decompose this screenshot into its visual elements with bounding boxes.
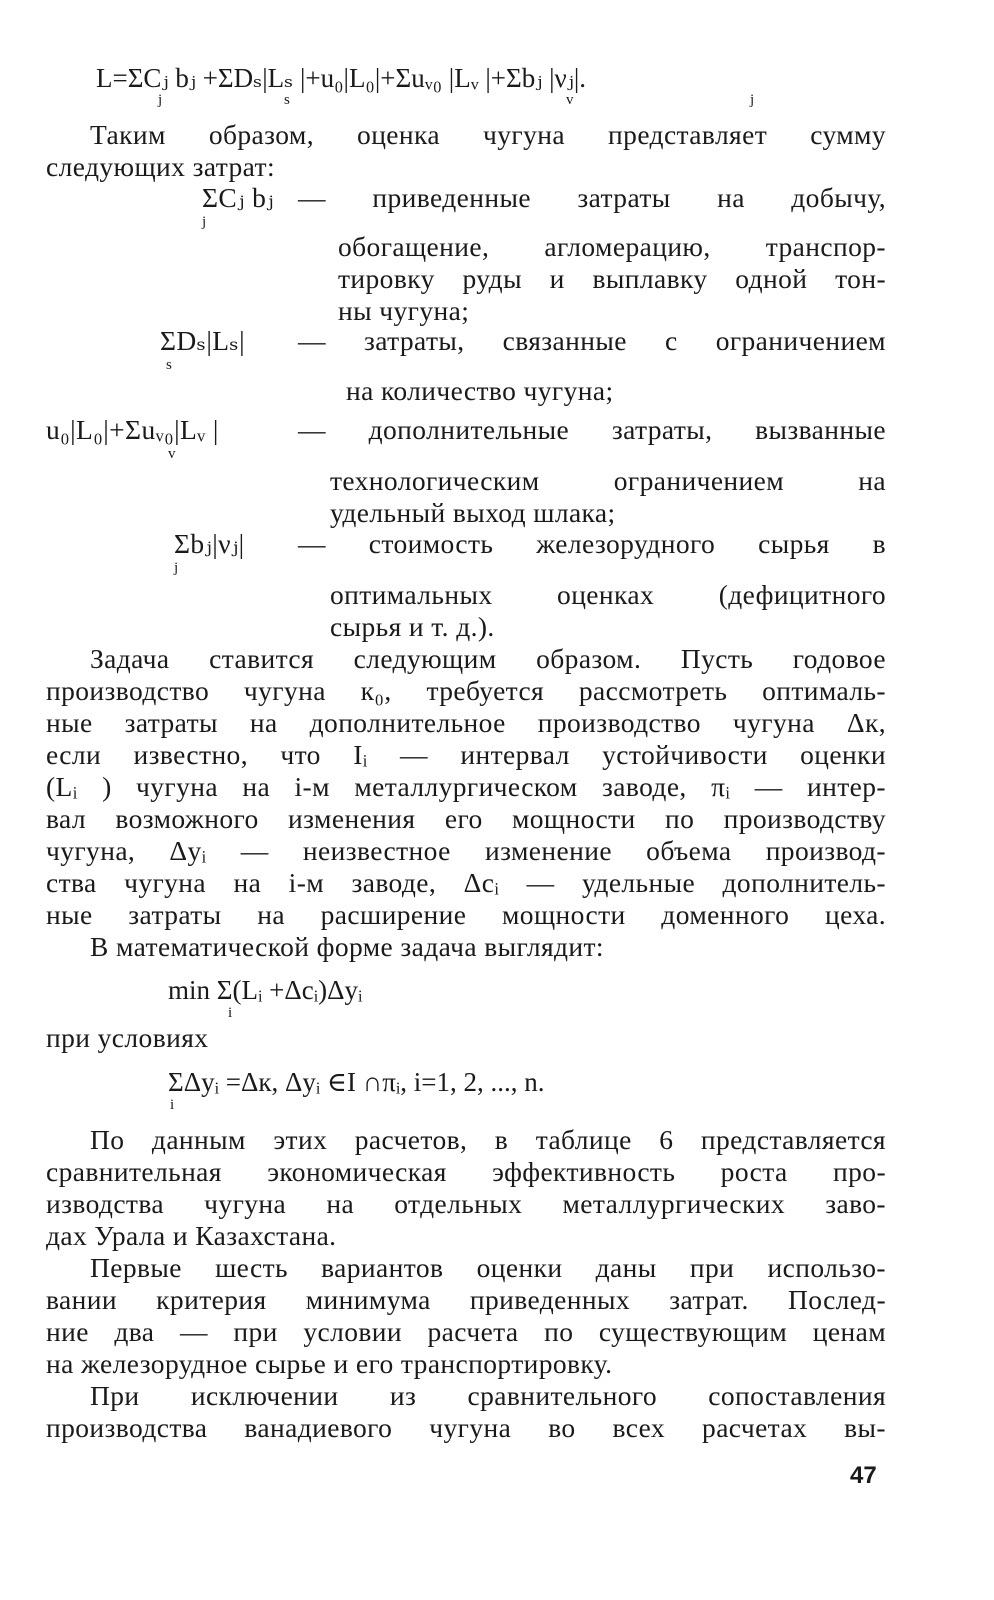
conditions-label: при условиях	[46, 1022, 209, 1053]
term-3-line-2: технологическим ограничением на	[330, 465, 886, 496]
formula-objective-index: i	[228, 1005, 233, 1021]
variants-line-3: ние два — при условии расчета по существующим ценам	[46, 1316, 886, 1347]
term-4-symbol: Σbⱼ|νⱼ|	[174, 528, 245, 559]
table-para-line-4: дах Урала и Казахстана.	[46, 1220, 337, 1251]
term-4-line-1: — стоимость железорудного сырья в	[298, 528, 886, 559]
term-2-symbol: ΣDₛ|Lₛ|	[160, 325, 246, 356]
term-1-line-2: обогащение, агломерацию, транспор-	[338, 231, 886, 262]
problem-line-9: ные затраты на расширение мощности доменного цеха.	[46, 899, 886, 930]
formula-constraint-index: i	[170, 1097, 175, 1113]
formula-main-index-j2: j	[750, 92, 755, 108]
problem-line-3: ные затраты на дополнительное производство чугуна Δк,	[46, 707, 886, 738]
variants-line-2: вании критерия минимума приведенных затрат. Послед-	[46, 1284, 886, 1315]
book-page	[46, 0, 886, 1600]
term-3-index: v	[168, 446, 176, 462]
exclusion-line-1: При исключении из сравнительного сопоставления	[90, 1380, 886, 1411]
table-para-line-3: изводства чугуна на отдельных металлургических заво-	[46, 1188, 886, 1219]
problem-line-5: (Lᵢ ) чугуна на i-м металлургическом заводе, πᵢ — интер-	[46, 771, 886, 802]
problem-line-2: производство чугуна к₀, требуется рассмотреть оптималь-	[46, 675, 886, 706]
variants-line-1: Первые шесть вариантов оценки даны при использо-	[90, 1252, 886, 1283]
term-1-line-1: — приведенные затраты на добычу,	[298, 182, 886, 213]
summary-line-1: Таким образом, оценка чугуна представляет сумму	[90, 119, 886, 150]
problem-line-8: ства чугуна на i-м заводе, Δcᵢ — удельные дополнитель-	[46, 867, 886, 898]
problem-line-7: чугуна, Δyᵢ — неизвестное изменение объема производ-	[46, 835, 886, 866]
formula-main: L=ΣCⱼ bⱼ +ΣDₛ|Lₛ |+u₀|L₀|+Σuᵥ₀ |Lᵥ |+Σbⱼ |νⱼ|.	[96, 63, 587, 93]
term-2-line-2: на количество чугуна;	[346, 375, 614, 406]
exclusion-line-2: производства ванадиевого чугуна во всех расчетах вы-	[46, 1412, 886, 1443]
term-1-symbol: ΣCⱼ bⱼ	[202, 182, 274, 213]
term-3-symbol: u₀|L₀|+Σuᵥ₀|Lᵥ |	[46, 414, 219, 445]
table-para-line-2: сравнительная экономическая эффективность роста про-	[46, 1156, 886, 1187]
term-2-index: s	[166, 357, 172, 373]
problem-line-1: Задача ставится следующим образом. Пусть годовое	[90, 643, 886, 674]
formula-main-index-s: s	[284, 92, 290, 108]
formula-objective: min Σ(Lᵢ +Δcᵢ)Δyᵢ	[168, 975, 363, 1005]
term-4-line-2: оптимальных оценках (дефицитного	[330, 579, 886, 610]
term-3-line-3: удельный выход шлака;	[330, 497, 616, 528]
summary-line-2: следующих затрат:	[46, 151, 275, 182]
term-1-index: j	[202, 214, 207, 230]
term-1-line-3: тировку руды и выплавку одной тон-	[338, 263, 886, 294]
problem-line-6: вал возможного изменения его мощности по производству	[46, 803, 886, 834]
math-intro: В математической форме задача выглядит:	[90, 931, 604, 962]
term-2-line-1: — затраты, связанные с ограничением	[298, 325, 886, 356]
formula-constraint: ΣΔyᵢ =Δк, Δyᵢ ∈I ∩πᵢ, i=1, 2, ..., n.	[168, 1067, 545, 1097]
table-para-line-1: По данным этих расчетов, в таблице 6 представляется	[90, 1124, 886, 1155]
problem-line-4: если известно, что Iᵢ — интервал устойчивости оценки	[46, 739, 886, 770]
term-1-line-4: ны чугуна;	[338, 295, 470, 326]
term-4-line-3: сырья и т. д.).	[330, 611, 495, 642]
term-4-index: j	[174, 560, 179, 576]
formula-main-index-v: v	[566, 92, 574, 108]
page-number: 47	[850, 1462, 877, 1489]
term-3-line-1: — дополнительные затраты, вызванные	[298, 414, 886, 445]
formula-main-index-j1: j	[158, 92, 163, 108]
variants-line-4: на железорудное сырье и его транспортировку.	[46, 1348, 613, 1379]
